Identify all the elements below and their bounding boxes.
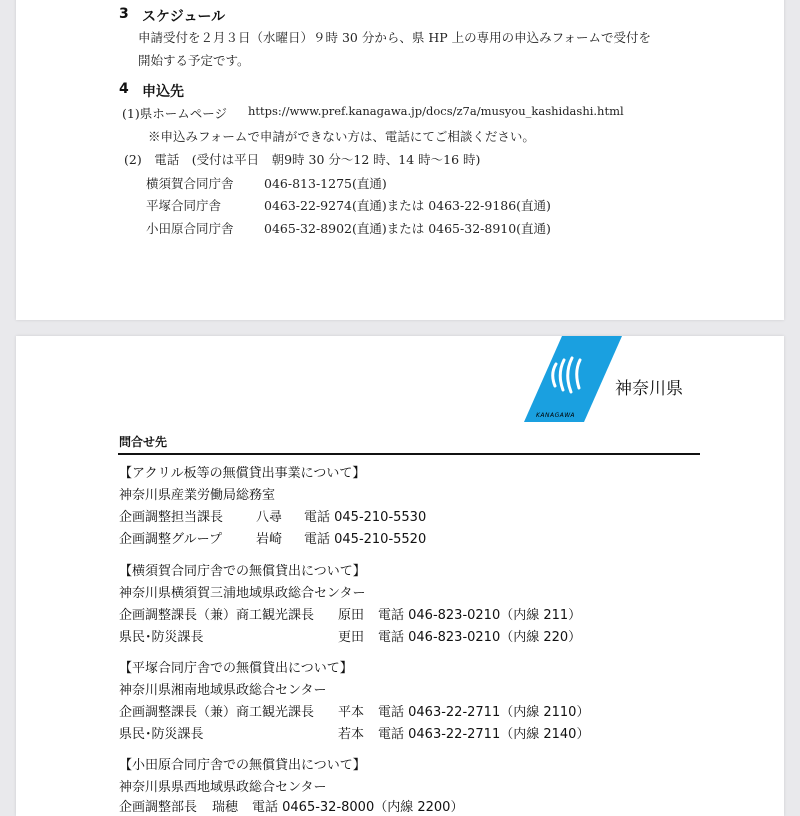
block-org: 神奈川県横須賀三浦地域県政総合センター <box>119 586 366 601</box>
schedule-line-1: 申請受付を２月３日（水曜日）９時 30 分から、県 HP 上の専用の申込みフォームで受付を <box>138 30 651 45</box>
block-title: 【横須賀合同庁舎での無償貸出について】 <box>119 564 366 579</box>
contact-tel: 電話 046-823-0210（内線 220） <box>378 630 582 645</box>
section-4-heading: 申込先 <box>142 84 184 100</box>
contact-name: 更田 <box>338 630 365 645</box>
section-3-heading: スケジュール <box>142 9 226 25</box>
contact-role: 県民･防災課長 <box>119 630 204 645</box>
phone-office: 小田原合同庁舎 <box>146 221 234 236</box>
section-4-number: 4 <box>119 81 129 97</box>
contact-heading: 問合せ先 <box>119 435 168 449</box>
section-3-number: 3 <box>119 6 129 22</box>
contact-name: 若本 <box>338 727 365 742</box>
document-page-1 <box>16 0 784 320</box>
contact-role: 企画調整課長（兼）商工観光課長 <box>119 705 315 720</box>
contact-role: 企画調整担当課長 <box>119 510 224 525</box>
kanagawa-logo <box>522 336 722 422</box>
contact-name: 岩崎 <box>256 532 283 547</box>
phone-number: 0463-22-9274(直通)または 0463-22-9186(直通) <box>264 198 551 213</box>
web-label: (1)県ホームページ <box>122 106 227 121</box>
block-title: 【平塚合同庁舎での無償貸出について】 <box>119 661 353 676</box>
phone-number: 046-813-1275(直通) <box>264 176 387 191</box>
contact-name: 原田 <box>338 608 365 623</box>
contact-name: 八尋 <box>256 510 283 525</box>
prefecture-name: 神奈川県 <box>615 379 683 399</box>
block-title: 【小田原合同庁舎での無償貸出について】 <box>119 758 366 773</box>
contact-role: 企画調整課長（兼）商工観光課長 <box>119 608 315 623</box>
heading-rule <box>118 453 700 455</box>
block-title: 【アクリル板等の無償貸出事業について】 <box>119 466 366 481</box>
kanagawa-emblem-icon <box>522 336 622 422</box>
web-url-link[interactable]: https://www.pref.kanagawa.jp/docs/z7a/musyou_kashidashi.html <box>248 104 624 118</box>
block-org: 神奈川県県西地域県政総合センター <box>119 780 327 795</box>
contact-name: 平本 <box>338 705 365 720</box>
schedule-line-2: 開始する予定です。 <box>138 53 250 68</box>
block-org: 神奈川県産業労働局総務室 <box>119 488 276 503</box>
contact-tel: 電話 045-210-5530 <box>304 510 427 525</box>
contact-name: 瑞穂 <box>212 800 239 815</box>
contact-tel: 電話 0465-32-8000（内線 2200） <box>252 800 464 815</box>
block-org: 神奈川県湘南地域県政総合センター <box>119 683 327 698</box>
contact-tel: 電話 045-210-5520 <box>304 532 427 547</box>
phone-label: (2) 電話 (受付は平日 朝9時 30 分～12 時、14 時～16 時) <box>124 152 481 167</box>
phone-number: 0465-32-8902(直通)または 0465-32-8910(直通) <box>264 221 551 236</box>
document-page-2 <box>16 336 784 816</box>
phone-office: 横須賀合同庁舎 <box>146 176 234 191</box>
logo-subtext: KANAGAWA <box>536 412 576 419</box>
phone-office: 平塚合同庁舎 <box>146 198 222 213</box>
contact-role: 企画調整グループ <box>119 532 222 547</box>
contact-tel: 電話 0463-22-2711（内線 2140） <box>378 727 590 742</box>
contact-role: 県民･防災課長 <box>119 727 204 742</box>
contact-role: 企画調整部長 <box>119 800 198 815</box>
web-note: ※申込みフォームで申請ができない方は、電話にてご相談ください。 <box>148 129 535 144</box>
contact-tel: 電話 0463-22-2711（内線 2110） <box>378 705 590 720</box>
contact-tel: 電話 046-823-0210（内線 211） <box>378 608 582 623</box>
